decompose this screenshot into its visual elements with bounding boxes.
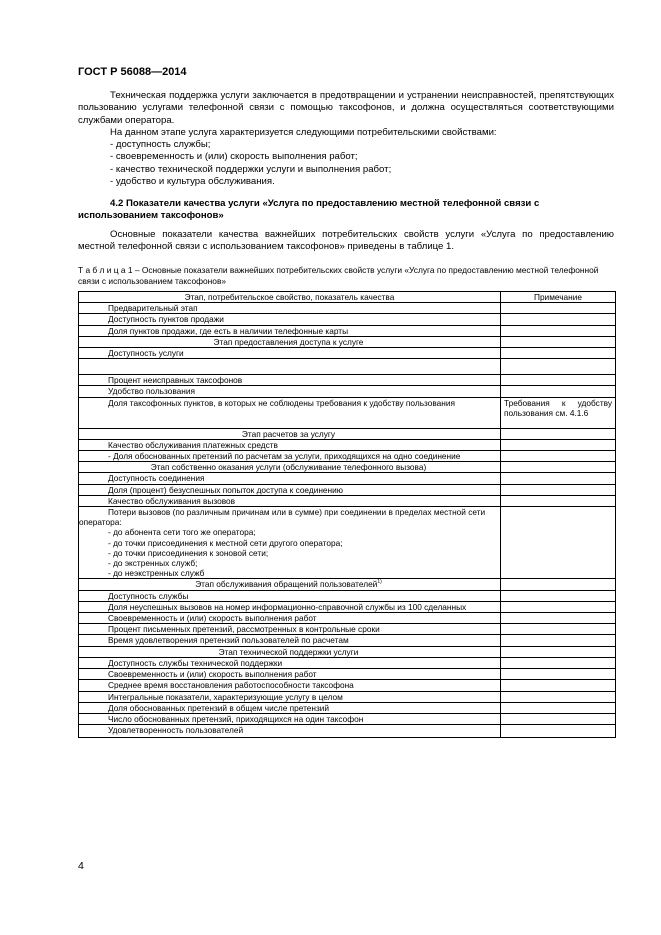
standard-designation: ГОСТ Р 56088—2014 [78,66,187,78]
row-list-item: - до неэкстренных служб [108,568,205,579]
row-text: Доля обоснованных претензий в общем числе претензий [108,702,330,713]
intro-list-item: - своевременность и (или) скорость выполнения работ; [110,151,358,163]
row-text: Доступность службы технической поддержки [108,657,283,668]
table-row [79,680,616,691]
table-row [79,725,616,738]
table-row [79,359,616,375]
intro-list-item: - доступность службы; [110,139,211,151]
table-row [79,702,616,713]
table-row [79,428,616,439]
row-text: Качество обслуживания платежных средств [108,439,278,450]
column-header-note: Примечание [501,292,616,303]
table-row [79,348,616,359]
page-number: 4 [78,860,84,872]
table-row [79,325,616,336]
table-row [79,484,616,495]
row-text: Своевременность и (или) скорость выполнения работ [108,669,317,680]
table-row [79,451,616,462]
table-row [79,336,616,347]
column-header-indicator: Этап, потребительское свойство, показатель качества [79,292,501,303]
section-text: Основные показатели качества важнейших потребительских свойств услуги «Услуга по предоставлению местной телефонной связи с использованием таксофонов» приведены в таблице 1. [78,229,614,253]
row-text: Удовлетворенность пользователей [108,725,244,736]
row-text: Доступность пунктов продажи [108,314,224,325]
row-text: Доля пунктов продажи, где есть в наличии телефонные карты [108,325,349,336]
row-text: Предварительный этап [108,303,198,314]
table-row [79,439,616,450]
row-text: Доля (процент) безуспешных попыток доступа к соединению [108,484,343,495]
table-row [79,713,616,724]
row-list-item: - до абонента сети того же оператора; [108,527,256,538]
footnote-mark: 1) [377,579,382,586]
quality-indicators-table [78,291,616,738]
intro-list-item: - удобство и культура обслуживания. [110,176,275,188]
row-text: Потери вызовов (по различным причинам или в сумме) при соединении в пределах местной сети оператора: [79,507,486,528]
row-text: Интегральные показатели, характеризующие услугу в целом [108,691,343,702]
section-heading: 4.2 Показатели качества услуги «Услуга по предоставлению местной телефонной связи с использованием таксофонов» [78,198,540,222]
table-row [79,314,616,325]
row-text: Время удовлетворения претензий пользователей по расчетам [108,635,349,646]
stage-heading: Этап обслуживания обращений пользователей [195,579,378,590]
table-row [79,601,616,612]
intro-list-item: - качество технической поддержки услуги и выполнения работ; [110,163,392,175]
table-row [79,624,616,635]
row-text: Среднее время восстановления работоспособности таксофона [108,680,354,691]
row-text: - Доля обоснованных претензий по расчетам за услуги, приходящихся на одно соединение [108,451,461,462]
stage-heading: Этап технической поддержки услуги [218,646,359,657]
table-row [79,635,616,646]
row-text: Доля таксофонных пунктов, в которых не соблюдены требования к удобству пользования [108,397,455,408]
row-text: Процент письменных претензий, рассмотренных в контрольные сроки [108,624,380,635]
table-row [79,507,616,579]
row-text: Доступность службы [108,590,189,601]
table-caption: Т а б л и ц а 1 – Основные показатели важнейших потребительских свойств услуги «Услуга по предоставлению местной телефонной связи с использованием таксофонов» [78,265,599,286]
table-row [79,495,616,506]
row-text: Число обоснованных претензий, приходящихся на один таксофон [108,713,364,724]
row-list-item: - до точки присоединения к зоновой сети; [108,547,269,558]
table-row [79,303,616,314]
table-row [79,657,616,668]
row-list-item: - до экстренных служб; [108,558,198,569]
table-row [79,473,616,484]
stage-heading: Этап предоставления доступа к услуге [213,336,364,347]
table-header-row [79,292,616,303]
row-text: Доля неуспешных вызовов на номер информационно-справочной службы из 100 сделанных [108,601,467,612]
table-row [79,375,616,386]
stage-heading: Этап расчетов за услугу [241,428,336,439]
table-row [79,462,616,473]
row-text: Удобство пользования [108,386,195,397]
stage-heading: Этап собственно оказания услуги (обслуживание телефонного вызова) [150,462,427,473]
table-row [79,590,616,601]
intro-lead: На данном этапе услуга характеризуется следующими потребительскими свойствами: [110,126,497,138]
row-text: Доступность услуги [108,348,184,359]
table-row [79,646,616,657]
table-row [79,397,616,428]
intro-paragraph: Техническая поддержка услуги заключается в предотвращении и устранении неисправностей, препятствующих пользованию услугами телефонной связи с помощью таксофонов, и должна осуществляться соответствующими службами оператора. [78,90,614,126]
table-row [79,579,616,590]
table-row [79,691,616,702]
table-row [79,386,616,397]
table-row [79,613,616,624]
row-text: Процент неисправных таксофонов [108,375,243,386]
row-text: Качество обслуживания вызовов [108,495,236,506]
table-row [79,669,616,680]
row-text: Доступность соединения [108,473,205,484]
row-text: Своевременность и (или) скорость выполнения работ [108,613,317,624]
note-cell: Требования к удобству пользования см. 4.1.6 [504,397,612,418]
intro-block [78,90,614,188]
row-list-item: - до точки присоединения к местной сети другого оператора; [108,537,343,548]
